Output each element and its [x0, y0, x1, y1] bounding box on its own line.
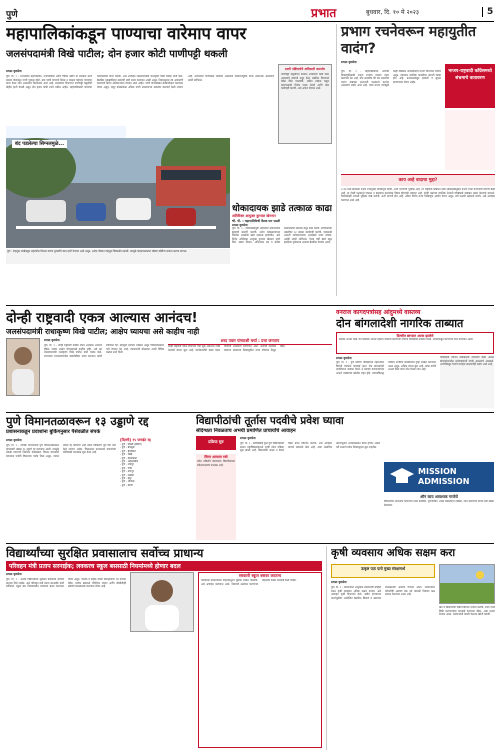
header-brand: प्रभात — [311, 6, 337, 20]
photo-label: बंद पडलेल्या सिग्नलमुळे... — [12, 140, 67, 148]
flight-item: - पुणे - कोची — [120, 483, 133, 487]
flight-list-box — [120, 438, 190, 538]
article-body: पुणे, दि. ९ - महापालिकेच्या आगामी निवडणुकीसाठी प्रभाग रचनेचा प्रस्ताव तयार करण्यात येत आहे. तीन सदस्यीय की चार सदस्यीय प्रभाग याबाबत सत्ताधारी पक्षांमध्ये मतभेद असल्याचे समोर आले आहे. नव्या प्रभाग रचनेमुळे काही विद्यमान नगरसेवकांचे प्रभाग विभागले जाणार असून, त्यावरून स्थानिक पातळीवर नाराजी व्यक्त होत आहे. प्रशासनाकडून हरकती व सूचना मागवण्यात येणार आहेत. — [341, 70, 441, 88]
side-column-title: ऑन काय आवश्यक गरजेचे — [420, 494, 458, 499]
subheadline: संदिग्धता निवळताच अभयी प्रमाणित प्राचार्यांचे आवाहन — [196, 428, 296, 434]
info-box — [336, 332, 494, 354]
article-body: पुणे, दि. ९ - राज्यातील महापालिका, नगरपालिका आणि विविध उद्योग या संस्थांना धरण प्रकल्प योजनेतून पाणी पुरवठा होतो. मात्र पाणी वापराचे नियम न पाळता वारेमाप पाण्याचा वापर केला जात असल्याचे निदर्शनास आले आहे. जलसंपदा विभागाने पाणीपट्टी वसुलीची मोहीम हाती घेतली असून दोन हजार कोटी रुपये थकीत आहेत. महापालिकांनी पाण्याचा काटकसरीने वापर करावा, असे आवाहन जलसंपदामंत्री राधाकृष्ण विखे पाटील यांनी केले. बैठकीत थकबाकीदार संस्थांची यादी सादर करण्यात आली असून, नियमानुसार दंड आकारणी करण्याचे निर्देश अधिकाऱ्यांना देण्यात आले आहेत. पाणी वापराबाबत लेखापरीक्षण करण्यात येणार असून, मंजूर कोट्यापेक्षा अधिक पाणी उचलणाऱ्या संस्थांवर कारवाई केली जाणार आहे. धरणांतील पाणीसाठा मर्यादित असल्याने नियोजनपूर्वक वापर आवश्यक असल्याचे त्यांनी सांगितले. — [6, 75, 274, 89]
ad-banner: MISSION ADMISSION — [384, 462, 494, 492]
photo-caption: पुणे : वाहतूक शाखेकडून शहरातील सिग्नल यंत्रणा दुरुस्तीचे काम हाती घेण्यात आले असून, अनेक चौकांत वाहतूक विस्कळीत झाली. त्यामुळे वाहनचालकांना मोठ्या कोंडीचा सामना करावा लागला. — [6, 249, 230, 264]
flight-item: - पुणे - कोलकाता — [120, 456, 137, 460]
highlight-box: भाजप-राष्ट्रवादी काँग्रेसमध्ये संभ्रमाचे वातावरण — [445, 64, 495, 108]
info-box-text: पाणीपट्टी वसुलीच्या कामात अधिकारी कमी पडत असल्याचे मंत्र्यांनी नमूद केले. संबंधित विभागाने वेळेत बिले पाठवावी, थकीत रक्कम वसूल करण्यासाठी विशेष पथक नेमावे आणि ठोस कार्यवाही करावी, असे आदेश देण्यात आले. — [281, 73, 329, 91]
highlight-side — [445, 110, 495, 170]
headline: प्रभाग रचनेवरून महायुतीत वादंग? — [341, 24, 477, 57]
subheadline: जलसंपदामंत्री राधाकृष्ण विखे पाटील; आक्षेप घ्यायचा असे काहीच नाही — [6, 327, 200, 336]
byline: प्रभात वृत्तसेवा — [6, 438, 22, 442]
traffic-photo-image — [6, 138, 230, 248]
article-degree-admission — [196, 414, 494, 542]
person-icon — [7, 339, 39, 395]
flight-item: - पुणे - दिल्ली (इंडिगो) — [120, 443, 142, 446]
portrait-photo — [130, 572, 194, 632]
article-ward-structure — [336, 24, 494, 296]
sub-body: २०१७ मध्ये झालेल्या प्रभाग रचनेनुसार निवडणूक घ्यावी, अशी भाजपची भूमिका आहे. तर राष्ट्रवादी काँग्रेसने नव्या लोकसंख्येनुसार प्रभाग रचना करण्याची मागणी केली आहे. या दोन्ही पक्षांमध्ये एकमत न झाल्यास प्रस्तावास विलंब होण्याची शक्यता आहे. दोन्ही पक्षांच्या स्थानिक नेत्यांनी वरिष्ठांकडे याबाबत तक्रार केल्याचे समजते. शिवसेनेनेही आपली भूमिका स्पष्ट करावी, अशी मागणी होत आहे. अंतिम निर्णय राज्य निवडणूक आयोग घेणार असून, सर्व पक्षांनी सहकार्य करावे, असे आवाहन करण्यात आले आहे. — [341, 188, 495, 202]
article-body: पुणे, दि. ९ - तांत्रिक कारणास्तव पुणे विमानतळावरून मंगळवारी तब्बल १३ उड्डाणे रद्द करण्यात आली. त्यामुळे शेकडो प्रवाशांचे नियोजन कोलमडले. विमान कंपन्यांनी प्रवाशांना पर्यायी विमानाचा पर्याय दिला असून, ज्यांना प्रवास रद्द करायचा आहे त्यांना तिकिटाचे पूर्ण पैसे परत केले जाणार आहेत. विमानतळ प्रशासनाने प्रवाशांच्या सोयीसाठी मदतकक्ष सुरू केला आहे. — [6, 444, 116, 458]
flight-item: - पुणे - इंदूर — [120, 477, 132, 481]
article-ncp-reunion — [6, 308, 332, 410]
byline: प्रभात वृत्तसेवा — [44, 338, 60, 342]
subheadline: जलसंपदामंत्री विखे पाटील; दोन हजार कोटी पाणीपट्टी थकली — [6, 49, 228, 60]
inset-box — [198, 572, 322, 748]
person-icon — [131, 573, 193, 631]
box-title: उत्कृष्ट पाठ पाचे मुख्य संरक्षणार्थ — [331, 564, 435, 578]
subheadline: प्रशासनाकडून प्रवाशांना बुकिंगनुसार पैसेवळीत संपर्क — [6, 429, 101, 435]
article-agriculture — [326, 546, 494, 750]
kicker-box: प्रक्रिया सुरु — [196, 436, 236, 450]
inset-title: शरद पवार यांच्याशी चर्चा : दत्ता जगताप — [168, 338, 332, 345]
info-box-text: बनावट आधार कार्ड, पॅन कार्डच्या आधारे शहरात वास्तव्य करणाऱ्या दोघांना पोलिसांनी ताब्यात घेतले. त्यांच्याकडून कागदपत्रे जप्त करण्यात आली. — [339, 338, 474, 341]
headline: दोन बांगलादेशी नागरिक ताब्यात — [336, 317, 464, 330]
byline: प्रभात वृत्तसेवा — [6, 69, 22, 73]
subheadline: परिवहन मंत्री प्रताप सरनाईक; लवकरच स्कूल बससाठी नियमांमध्ये होणार बदल — [6, 561, 322, 571]
kicker: वनराज कागदपत्रांसह आंदुमध्ये वास्तव्य — [336, 309, 421, 316]
info-box-title: प्राणी पक्षिवर्गाचे अधिकारी कमजोर — [285, 67, 325, 71]
headline: कृषी व्यवसाय अधिक सक्षम करा — [331, 547, 456, 559]
byline: प्रभात वृत्तसेवा — [341, 60, 357, 64]
article-body: पुणे, दि. ९ - शालेय विद्यार्थ्यांच्या सुरक्षित प्रवासाला सर्वोच्च प्राधान्य दिले जाईल, असे परिवहन मंत्री प्रताप सरनाईक यांनी सांगितले. स्कूल बस नियमावलीत लवकरच बदल करण्यात येणार असून, चालक व वाहक यांच्या प्रशिक्षणावर भर देण्यात येईल. प्रत्येक बसमध्ये जीपीएस यंत्रणा आणि सीसीटीव्ही बसवणे बंधनकारक करण्यात येणार आहे. — [6, 578, 126, 589]
byline: प्रभात वृत्तसेवा — [331, 580, 347, 584]
flight-item: - पुणे - भोपाळ — [120, 480, 135, 484]
subheadline-2: भी. पी. : महापालिकेची बैठक पार पडली — [232, 219, 280, 223]
side-info-title: सिरम आयएल रस्ते — [204, 455, 228, 459]
headline: धोकादायक झाडे तत्काळ काढा — [232, 204, 332, 214]
header-date: बुधवार, दि. १० मे २०२३ — [366, 9, 419, 16]
side-column-text: विद्यार्थ्यांनी आवश्यक कागदपत्रे तयार ठेवावीत. गुणपत्रिका, शाळा सोडल्याचा दाखला, जात प्रमाणपत्र यांच्या प्रती सोबत ठेवाव्यात. — [384, 500, 494, 507]
sub-heading: काय आहे वादाचा मुद्दा? — [341, 174, 495, 186]
inset-box — [168, 338, 332, 406]
flight-list-title: [दिल्ली] १५ फ्लाईट रद्द — [120, 438, 151, 442]
page-header — [6, 4, 494, 22]
article-body: पुणे, दि. ९ - सावित्रीबाई फुले पुणे विद्यापीठाशी संलग्न महाविद्यालयांमध्ये पदवी प्रवेश प्रक्रिया सुरू झाली आहे. विद्यार्थ्यांनी संभ्रम न ठेवता वेळेत प्रवेश निश्चित करावा, असे आवाहन प्राचार्य संघटनेने केले आहे. नव्या शैक्षणिक धोरणानुसार अभ्यासक्रमात बदल होणार असले तरी सध्याचे प्रवेश नियमानुसार सुरू राहतील. — [240, 442, 380, 453]
graduation-cap-icon — [388, 464, 416, 490]
flight-item: - पुणे - अहमदाबाद — [120, 460, 139, 464]
inset-text: दोन्ही राष्ट्रवादी एकत्र येण्याच्या चर्चा सुरू असताना ज्येष्ठ नेत्यांशी संवाद सुरू आहे. कार्यकर्त्यांची इच्छा एकत्र येण्याची असल्याचे सांगण्यात आले. आगामी स्थानिक स्वराज्य संस्थांच्या निवडणुकीत याचा परिणाम दिसून येईल. — [168, 345, 286, 352]
subheadline: अतिरिक्त आयुक्त कुणाल खेमनार — [232, 214, 276, 218]
sidebar-text: पोलिसांनी त्यांच्या मोबाइलची तपासणी केली असता बांगलादेशातील नातेवाइकांशी संपर्क असल्याचे आढळले. आरोपींकडून पैशांचे व्यवहार झाल्याचेही समोर आले आहे. — [440, 356, 494, 408]
side-info-box — [196, 454, 236, 540]
article-body: पुणे, दि. ९ - शेतकऱ्यांना आधुनिक तंत्रज्ञानाची माहिती देऊन कृषी व्यवसाय अधिक सक्षम करावा, असे आवाहन कृषी विभागाने केले. खरीप हंगामाच्या पार्श्वभूमीवर आयोजित बैठकीत बियाणे व खतांच्या उपलब्धतेचा आढावा घेण्यात आला. शेतकऱ्यांना कोणतीही अडचण येऊ नये यासाठी नियंत्रण कक्ष स्थापन करण्यात आला आहे. — [331, 586, 435, 600]
byline: प्रभात वृत्तसेवा — [240, 436, 256, 440]
article-school-bus-safety — [6, 546, 322, 750]
byline: प्रभात वृत्तसेवा — [232, 223, 248, 227]
photo-farm — [439, 564, 495, 604]
flight-item: - पुणे - लखनौ — [120, 473, 134, 477]
inset-text: पालकांनी मान्यताप्राप्त वाहनांमधूनच मुलांना शाळेत पाठवावे, असे आवाहन करण्यात आले. नियमांचे उल्लंघन करणाऱ्या वाहनांवर कठोर कारवाई केली जाईल. — [201, 579, 297, 586]
byline: प्रभात वृत्तसेवा — [336, 356, 352, 360]
inset-title: सरकारी स्कूल बसवर करताच — [238, 573, 282, 578]
flight-item: - पुणे - जयपूर — [120, 463, 134, 467]
article-flights-cancelled — [6, 414, 192, 542]
flight-item: - पुणे - चेन्नई — [120, 453, 133, 457]
farm-photo-image — [440, 565, 494, 603]
flight-item: - पुणे - गोवा — [120, 466, 132, 470]
flight-item: - पुणे - बंगळुरू — [120, 446, 135, 450]
side-text: खत व बियाण्यांची विक्री निश्चित दरानेच करावी, जादा दराने विक्री करणाऱ्यांवर कारवाई करण्यात येईल, असा इशारा देण्यात आला. शेतकऱ्यांनी पावती घेऊनच खरेदी करावी. — [439, 606, 495, 617]
article-body: पुणे, दि. ९ - पुणे ग्रामीण पोलिसांच्या दहशतवाद विरोधी पथकाने कारवाई करत दोन बांगलादेशी नागरिकांना ताब्यात घेतले. ते बनावट कागदपत्रांच्या आधारे भाड्याच्या खोलीत राहत होते. त्यांच्याविरुद्ध परकीय नागरिक कायद्यान्वये गुन्हा दाखल करण्यात आला असून, अधिक तपास सुरू आहे. त्यांना कोणी आश्रय दिला याचा शोध घेतला जात आहे. — [336, 361, 436, 375]
headline: विद्यार्थ्यांच्या सुरक्षित प्रवासालाच सर्वोच्च प्राधान्य — [6, 546, 204, 560]
article-body: पुणे, दि. ९ - दोन्ही राष्ट्रवादी काँग्रेस एकत्र आल्यास आनंदच होईल, त्यावर आक्षेप घेण्यासारखे काहीच नाही, असे मत जलसंपदामंत्री राधाकृष्ण विखे पाटील यांनी व्यक्त केले. राज्याच्या राजकारणातील घडामोडींवर भाष्य करताना त्यांनी सांगितले की, महायुती सरकार भक्कम असून विकासकामांना गती देण्यात येत आहे. पत्रकारांशी बोलताना त्यांनी विविध प्रश्नांना उत्तरे दिली. — [44, 344, 164, 358]
article-bangladeshi-nationals — [336, 308, 494, 410]
info-box — [278, 64, 332, 144]
photo-traffic — [6, 138, 230, 248]
byline: प्रभात वृत्तसेवा — [6, 572, 22, 576]
headline: विद्यापीठांची तूर्तास पदवीचे प्रवेश घ्यावा — [196, 415, 344, 427]
flight-item: - पुणे - नागपूर — [120, 470, 134, 474]
page-number: 5 — [482, 7, 493, 17]
flight-item: - पुणे - हैदराबाद — [120, 449, 136, 453]
article-dangerous-trees — [232, 201, 332, 297]
side-info-text: प्रवेश प्रक्रियेचे वेळापत्रक विद्यापीठाच्या संकेतस्थळावर उपलब्ध आहे. — [197, 460, 235, 467]
info-box-title: दिल्लीत छाप्यात अटक झालेले — [396, 334, 434, 338]
portrait-photo — [6, 338, 40, 396]
side-column — [384, 494, 494, 540]
headline: पुणे विमानतळावरून १३ उड्डाणे रद्द — [6, 414, 149, 428]
header-city: पुणे — [6, 10, 18, 20]
headline: दोन्ही राष्ट्रवादी एकत्र आल्यास आनंदच! — [6, 310, 198, 326]
article-body: पुणे, दि. ९ - पावसाळ्यापूर्वी शहरातील धोकादायक झाडांची छाटणी करावी, तसेच कोसळण्याच्या स्थितीत असलेली झाडे तत्काळ हटवावीत, असे निर्देश अतिरिक्त आयुक्त कुणाल खेमनार यांनी दिले. उद्यान विभाग, अग्निशमन दल व क्षेत्रीय कार्यालयांनी समन्वय ठेवून काम करावे. नागरिकांच्या तक्रारींवर २४ तासांत कार्यवाही करावी. पावसाळी आपत्ती व्यवस्थापनाचा आराखडा तयार ठेवावा, असेही त्यांनी सांगितले. गेल्या वर्षी झाडे पडून झालेल्या दुर्घटनांचा आढावा बैठकीत घेण्यात आला. — [232, 227, 332, 245]
headline: महापालिकांकडून पाण्याचा वारेमाप वापर — [6, 24, 247, 43]
